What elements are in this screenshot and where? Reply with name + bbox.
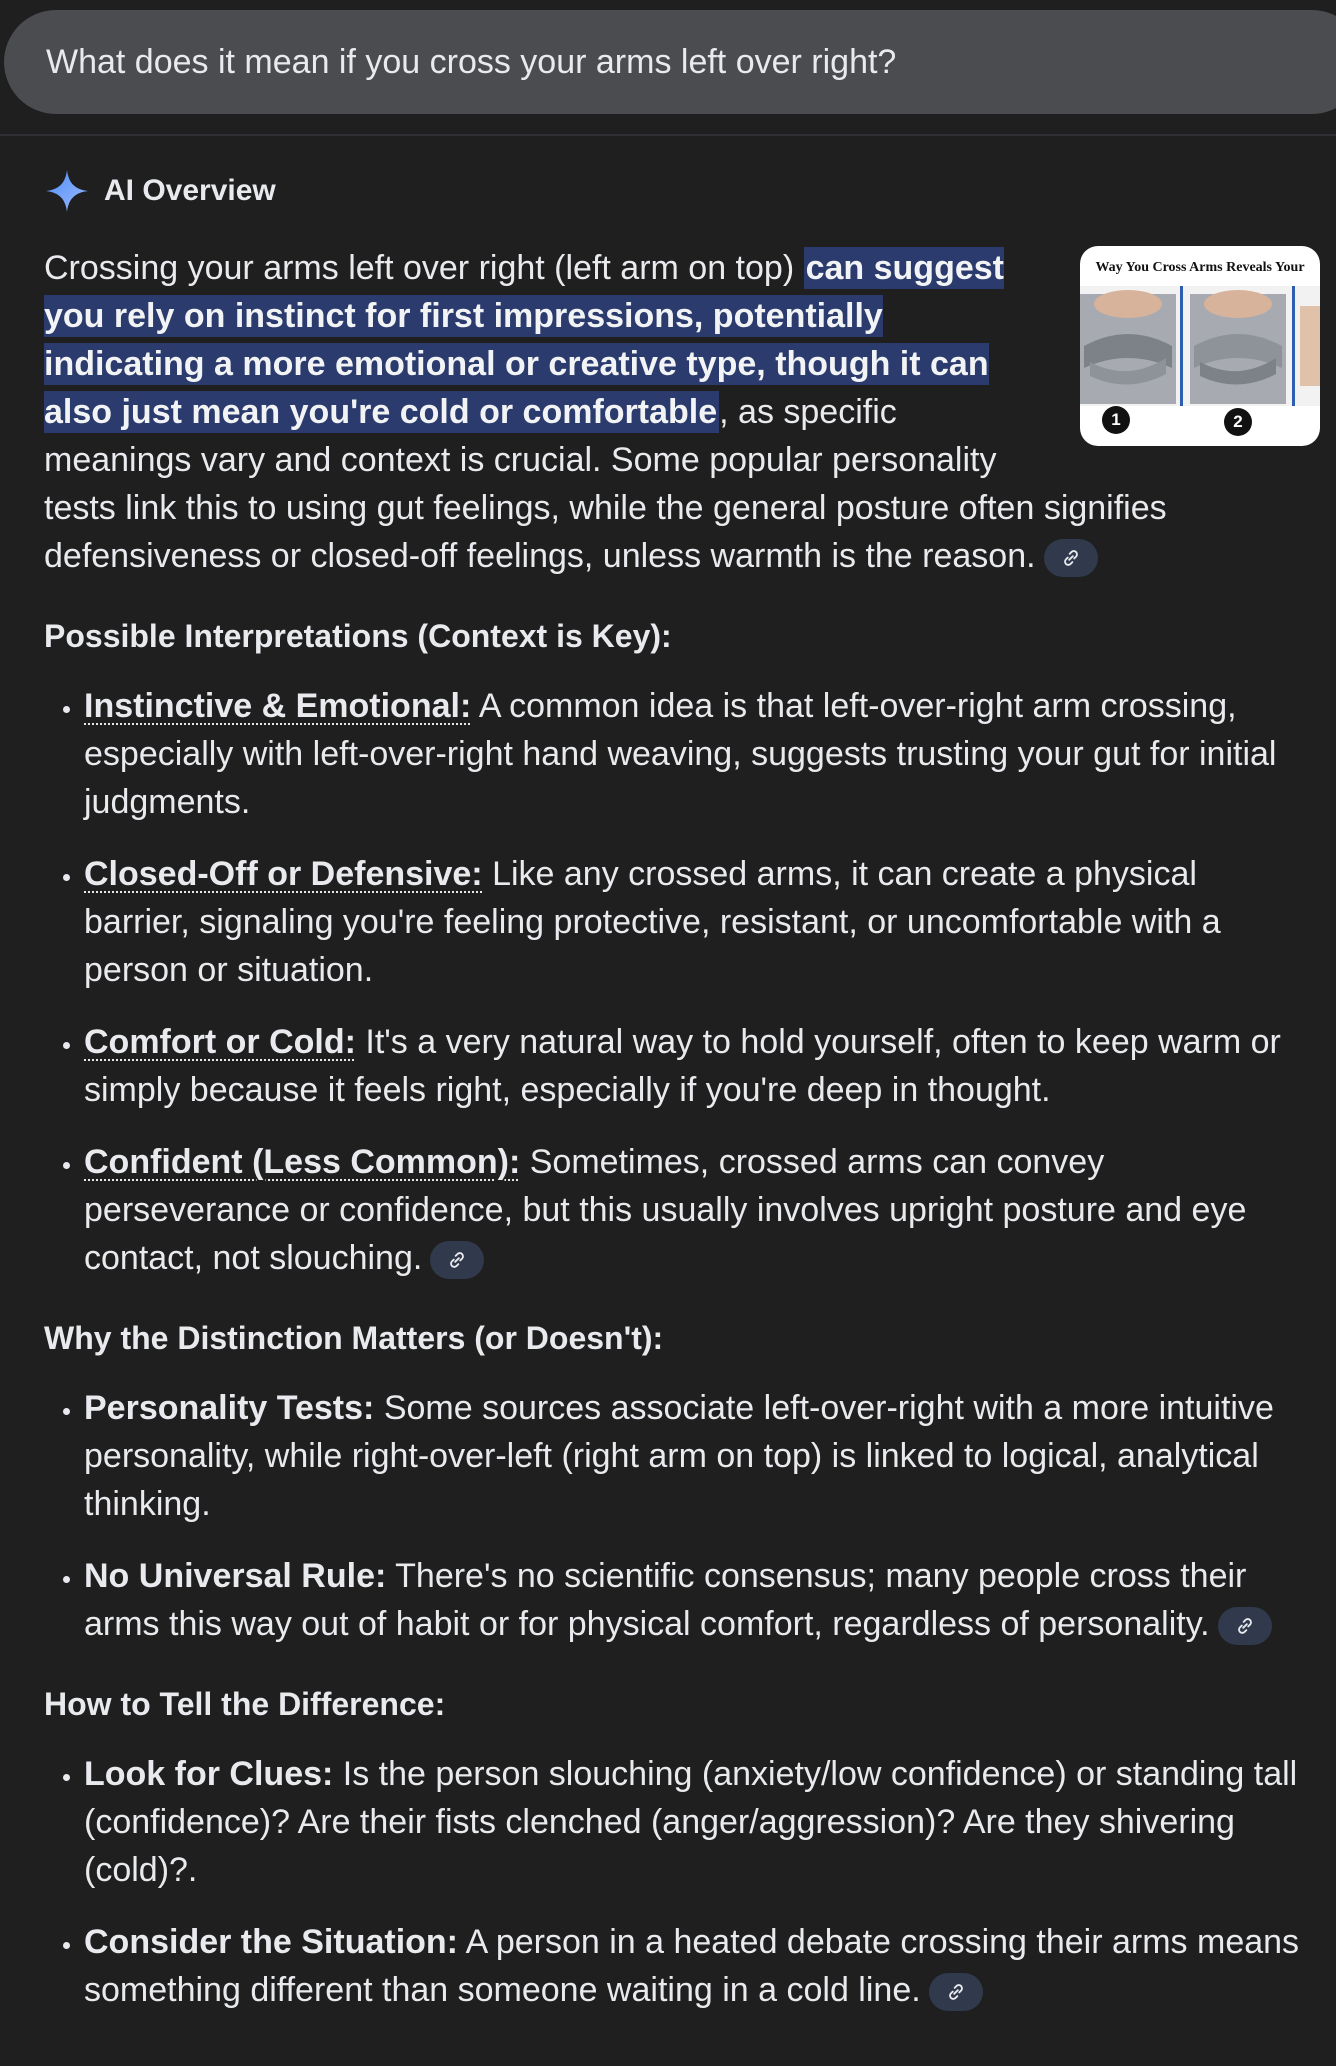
item-text: There's no scientific consensus; many people cross their arms this way out of habit or for physical comfort, regardless of personality.: [84, 1557, 1247, 1643]
term-link[interactable]: Instinctive & Emotional:: [84, 687, 472, 725]
section-heading-difference: How to Tell the Difference:: [44, 1686, 446, 1722]
ai-overview-header: [44, 168, 276, 214]
thumbnail-caption: Way You Cross Arms Reveals Your: [1095, 260, 1305, 275]
list-item: [84, 1384, 1304, 1528]
item-text: A person in a heated debate crossing their arms means something different than someone waiting in a cold line.: [84, 1923, 1300, 2009]
link-icon[interactable]: [929, 1973, 983, 2011]
divider: [0, 134, 1336, 136]
intro-text-after: , as specific meanings vary and context is crucial. Some popular personality tests link this to using gut feelings, while the general posture often signifies defensiveness or closed-off feelings, unless warmth is the reason.: [44, 393, 1167, 575]
item-text: A common idea is that left-over-right arm crossing, especially with left-over-right hand weaving, suggests trusting your gut for initial judgments.: [84, 687, 1277, 821]
list-item: [84, 1750, 1304, 1894]
search-query: What does it mean if you cross your arms left over right?: [46, 43, 897, 81]
distinction-list: [44, 1384, 1304, 1648]
list-item: [84, 1552, 1304, 1648]
ai-overview-label: AI Overview: [104, 174, 276, 207]
item-term: Consider the Situation:: [84, 1923, 458, 1961]
section-heading-interpretations: Possible Interpretations (Context is Key):: [44, 618, 672, 654]
list-item: [84, 850, 1304, 994]
overview-content: [44, 244, 1304, 2038]
thumbnail-image[interactable]: [1080, 246, 1320, 446]
item-term: No Universal Rule:: [84, 1557, 387, 1595]
item-term: Personality Tests:: [84, 1389, 375, 1427]
section-heading-distinction: Why the Distinction Matters (or Doesn't):: [44, 1320, 664, 1356]
list-item: [84, 682, 1304, 826]
badge-1: 1: [1102, 406, 1130, 434]
sparkle-icon: [44, 168, 90, 214]
item-text: Like any crossed arms, it can create a physical barrier, signaling you're feeling protective, resistant, or uncomfortable with a person or situation.: [84, 855, 1221, 989]
intro-text-before: Crossing your arms left over right (left arm on top): [44, 249, 804, 287]
list-item: [84, 1138, 1304, 1282]
link-icon[interactable]: [1044, 539, 1098, 577]
item-text: Is the person slouching (anxiety/low confidence) or standing tall (confidence)? Are their fists clenched (anger/aggression)? Are they shivering (cold)?.: [84, 1755, 1298, 1889]
item-text: It's a very natural way to hold yourself, often to keep warm or simply because it feels right, especially if you're deep in thought.: [84, 1023, 1281, 1109]
list-item: [84, 1018, 1304, 1114]
difference-list: [44, 1750, 1304, 2014]
item-text: Some sources associate left-over-right with a more intuitive personality, while right-over-left (right arm on top) is linked to logical, analytical thinking.: [84, 1389, 1274, 1523]
badge-2: 2: [1224, 408, 1252, 436]
link-icon[interactable]: [1218, 1607, 1272, 1645]
item-term: Look for Clues:: [84, 1755, 334, 1793]
search-bar[interactable]: [4, 10, 1336, 114]
item-text: Sometimes, crossed arms can convey perseverance or confidence, but this usually involves upright posture and eye contact, not slouching.: [84, 1143, 1247, 1277]
term-link[interactable]: Closed-Off or Defensive:: [84, 855, 483, 893]
intro-highlight: can suggest you rely on instinct for first impressions, potentially indicating a more emotional or creative type, though it can also just mean you're cold or comfortable: [44, 249, 1004, 431]
link-icon[interactable]: [430, 1241, 484, 1279]
interpretations-list: [44, 682, 1304, 1282]
list-item: [84, 1918, 1304, 2014]
term-link[interactable]: Comfort or Cold:: [84, 1023, 356, 1061]
term-link[interactable]: Confident (Less Common):: [84, 1143, 521, 1181]
